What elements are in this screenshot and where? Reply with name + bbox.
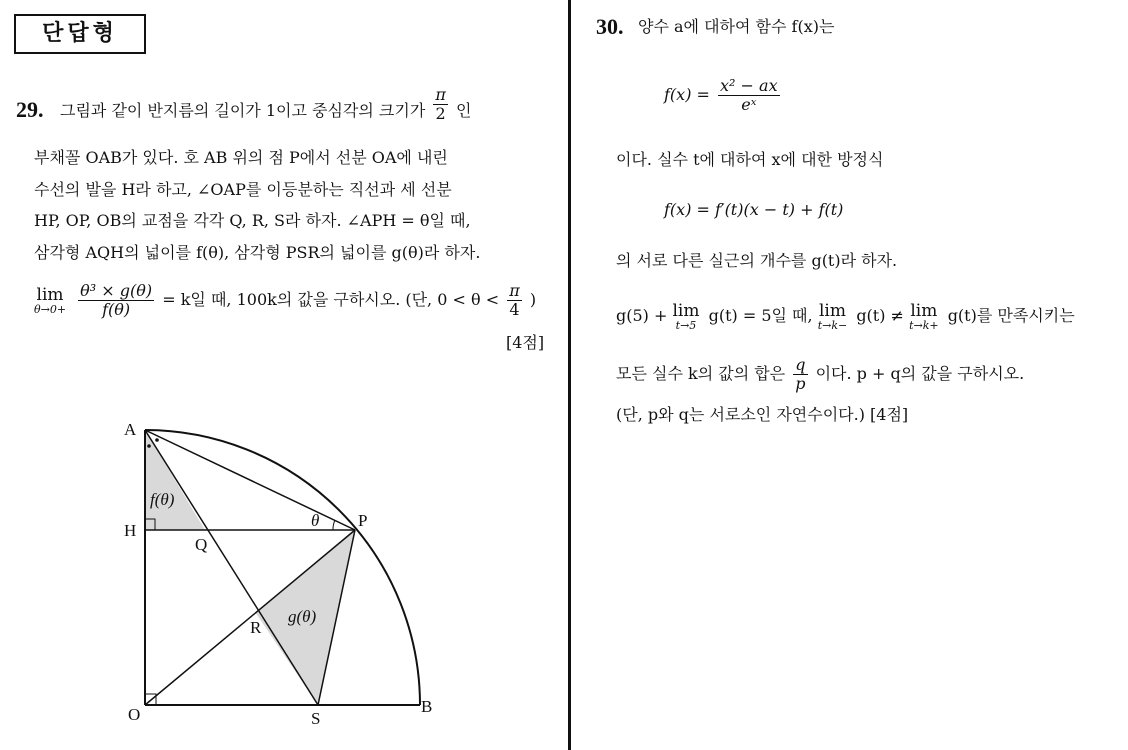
label-o: O <box>128 705 141 724</box>
q30-c2-sub: t→k− <box>817 318 848 332</box>
q30-c1-a: g(5) + <box>616 306 668 325</box>
q30-fx-fraction <box>718 77 780 114</box>
q29-pi-den: 2 <box>435 104 446 123</box>
q30-fx-left: f(x) = <box>664 85 710 104</box>
q30-fx-num: x² − ax <box>720 76 778 95</box>
q30-line3: 의 서로 다른 실근의 개수를 g(t)라 하자. <box>616 251 898 270</box>
q29-pi-num: π <box>435 85 446 104</box>
q30-c2-lim: lim <box>818 300 846 321</box>
q30-ans-num: q <box>795 355 806 374</box>
q30-c2-b: g(t) ≠ <box>856 306 904 325</box>
theta-arc <box>333 520 335 530</box>
q29-number: 29. <box>16 97 44 122</box>
label-s: S <box>311 709 321 728</box>
q29-line3: 수선의 발을 H라 하고, ∠OAP를 이등분하는 직선과 세 선분 <box>34 180 452 199</box>
q30-c1-sub: t→5 <box>675 318 697 332</box>
q30-fx-formula <box>664 74 783 116</box>
label-f-theta: f(θ) <box>150 490 175 509</box>
q30-answer-fraction <box>793 356 807 393</box>
q29-lim-word: lim <box>36 284 64 305</box>
q30-c1-b: g(t) = 5일 때, <box>708 306 813 325</box>
q30-number: 30. <box>596 14 624 39</box>
q30-line5 <box>616 354 1024 394</box>
q30-line6: (단, p와 q는 서로소인 자연수이다.) [4점] <box>616 405 909 424</box>
section-label: 단답형 <box>14 14 146 54</box>
label-b: B <box>421 697 433 716</box>
angle-dot-2 <box>155 438 159 442</box>
q29-lim-num: θ³ × g(θ) <box>80 281 153 300</box>
q30-limit-1 <box>673 302 700 332</box>
q30-line5-a: 모든 실수 k의 값의 합은 <box>616 364 786 383</box>
label-r: R <box>250 618 262 637</box>
q30-limit-2 <box>818 302 848 332</box>
q29-cond-den: 4 <box>509 300 520 319</box>
q29-lim-den: f(θ) <box>102 300 131 319</box>
q29-line5: 삼각형 AQH의 넓이를 f(θ), 삼각형 PSR의 넓이를 g(θ)라 하자. <box>34 243 481 262</box>
q30-fx-den: eˣ <box>741 95 757 114</box>
q30-condition-line <box>616 296 1075 336</box>
q29-points: [4점] <box>506 333 545 352</box>
q30-line2: 이다. 실수 t에 대하여 x에 대한 방정식 <box>616 150 884 169</box>
label-a: A <box>124 420 137 439</box>
q30-equation: f(x) = f′(t)(x − t) + f(t) <box>664 200 844 219</box>
arc-ab <box>145 430 420 705</box>
q30-ans-den: p <box>795 374 806 393</box>
q30-line1: 양수 a에 대하여 함수 f(x)는 <box>638 17 835 36</box>
label-h: H <box>124 521 137 540</box>
q30-c3-b: g(t)를 만족시키는 <box>947 306 1075 325</box>
right-column <box>574 0 1128 750</box>
label-theta: θ <box>311 511 320 530</box>
q29-line6-end: ) <box>529 290 537 309</box>
q29-lim-sub: θ→0+ <box>34 302 67 316</box>
q29-line1-end: 인 <box>455 101 472 120</box>
label-p: P <box>358 511 368 530</box>
q30-line5-b: 이다. p + q의 값을 구하시오. <box>815 364 1025 383</box>
angle-dot-1 <box>147 444 151 448</box>
q29-cond-num: π <box>509 281 520 300</box>
label-q: Q <box>195 535 208 554</box>
column-divider <box>568 0 571 750</box>
label-g-theta: g(θ) <box>288 607 317 626</box>
q29-line2: 부채꼴 OAB가 있다. 호 AB 위의 점 P에서 선분 OA에 내린 <box>34 148 448 167</box>
q30-c1-lim: lim <box>672 300 700 321</box>
q30-limit-3 <box>909 302 939 332</box>
q30-c3-sub: t→k+ <box>909 318 939 332</box>
q29-line4: HP, OP, OB의 교점을 각각 Q, R, S라 하자. ∠APH = θ일 때, <box>34 211 471 230</box>
q30-c3-lim: lim <box>910 300 938 321</box>
q29-line6-mid: = k일 때, 100k의 값을 구하시오. (단, 0 < θ < <box>162 290 500 309</box>
q29-line1-text: 그림과 같이 반지름의 길이가 1이고 중심각의 크기가 <box>60 101 426 120</box>
